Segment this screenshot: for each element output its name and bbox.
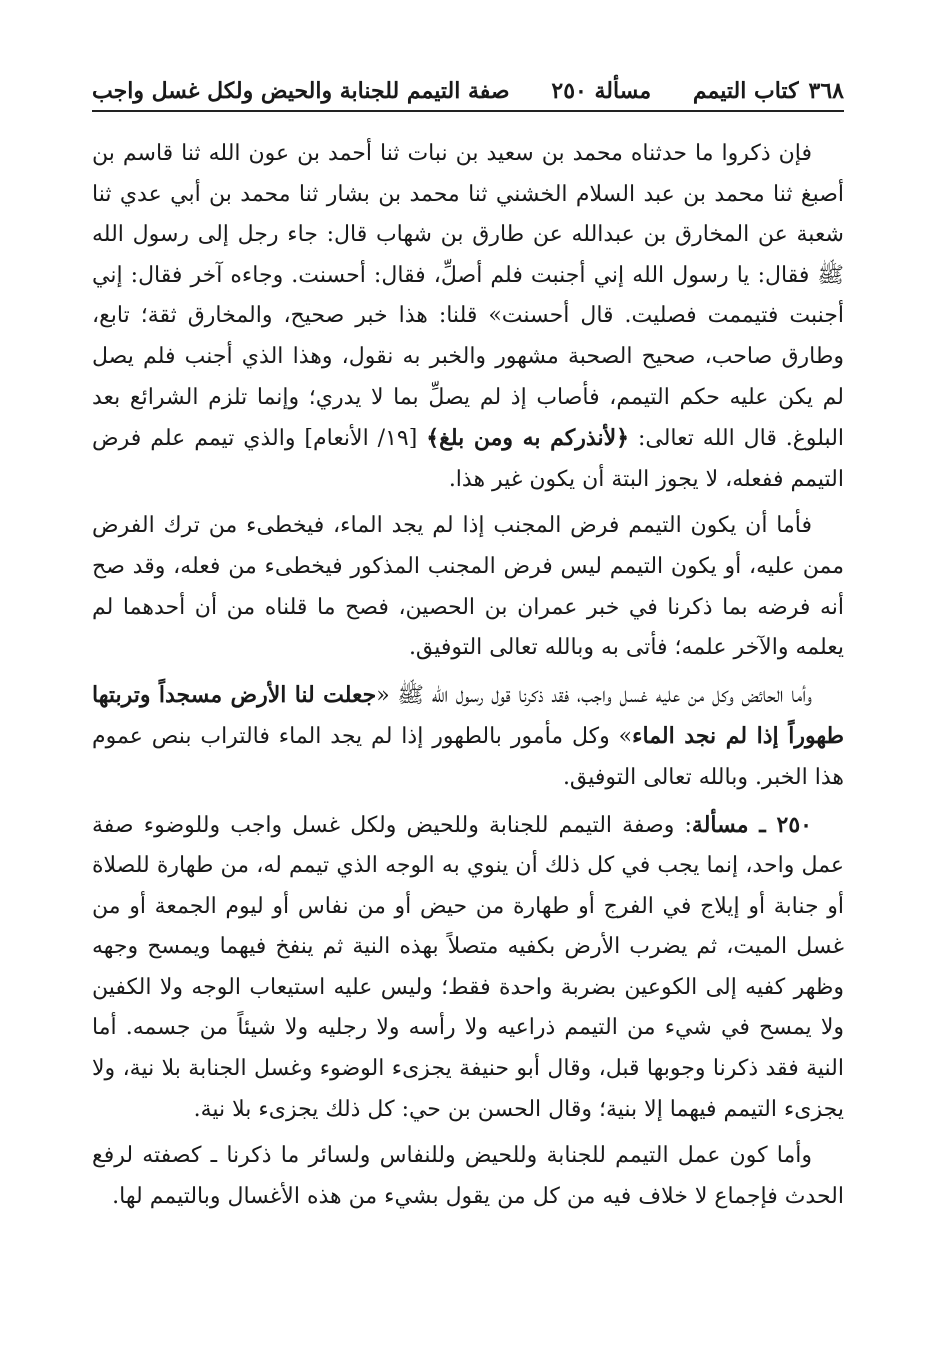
text-run: » وكل مأمور بالطهور إذا لم يجد الماء فالتراب بنص عموم هذا الخبر. وبالله تعالى التوفيق. [92,724,844,790]
book-title: كتاب التيمم [692,78,799,104]
text-run: وأما الحائض وكل من عليه غسل واجب، فقد ذكرنا قول رسول الله ﷺ « [376,682,812,708]
page-number: ٣٦٨ [808,78,844,104]
hadith-quote: جعلت لنا الأرض مسجداً وتربتها طهوراً إذا لم نجد الماء [92,681,844,750]
book-page [92,78,844,1217]
text-run: فأما أن يكون التيمم فرض المجنب إذا لم يجد الماء، فيخطىء من ترك الفرض ممن عليه، أو يكون التيمم ليس فرض المجنب المذكور فيخطىء من فعله، وقد صح أنه فرضه بما ذكرنا في خبر عمران بن الحصين، فصح ما قلناه من أن أحدهما لم يعلمه والآخر علمه؛ فأتى به وبالله تعالى التوفيق. [92,513,844,661]
text-run: [١٩/ الأنعام] والذي تيمم علم فرض التيمم ففعله، لا يجوز البتة أن يكون غير هذا. [92,426,844,492]
paragraph-3 [92,675,844,799]
header-right [693,78,844,104]
paragraph-5 [92,1136,844,1217]
quran-verse: ﴿لأنذركم به ومن بلغ﴾ [426,425,630,452]
issue-heading: ٢٥٠ ـ مسألة [691,811,812,838]
paragraph-1 [92,134,844,500]
text-run: : وصفة التيمم للجنابة وللحيض ولكل غسل واجب وللوضوء صفة عمل واحد، إنما يجب في كل ذلك أن ينوي به الوجه الذي تيمم له، من طهارة للصلاة أو جنابة أو إيلاج في الفرج أو طهارة من حيض أو من نفاس أو ليوم الجمعة أو من غسل الميت، ثم يضرب الأرض بكفيه متصلاً بهذه النية ثم ينفخ فيهما ويمسح وجهه وظهر كفيه إلى الكوعين بضربة واحدة فقط؛ وليس عليه استيعاب الوجه ولا الكفين ولا يمسح في شيء من التيمم ذراعيه ولا رأسه ولا رجليه ولا شيئاً من جسمه. أما النية فقد ذكرنا وجوبها قبل، وقال أبو حنيفة يجزىء الوضوء وغسل الجنابة بلا نية، ولا يجزىء التيمم فيهما إلا بنية؛ وقال الحسن بن حي: كل ذلك يجزىء بلا نية. [92,812,844,1122]
text-run: وأما كون عمل التيمم للجنابة وللحيض وللنفاس ولسائر ما ذكرنا ـ كصفته لرفع الحدث فإجماع لا خلاف فيه من كل من يقول بشيء من هذه الأغسال وبالتيمم لها. [92,1143,844,1209]
running-header [92,78,844,112]
text-run: فإن ذكروا ما حدثناه محمد بن سعيد بن نبات ثنا أحمد بن عون الله ثنا قاسم بن أصبغ ثنا محمد بن عبد السلام الخشني ثنا محمد بن بشار ثنا محمد بن أبي عدي ثنا شعبة عن المخارق بن عبدالله عن طارق بن شهاب قال: جاء رجل إلى رسول الله ﷺ فقال: يا رسول الله إني أجنبت فلم أصلِّ، فقال: أحسنت. وجاءه آخر فقال: إني أجنبت فتيممت فصليت. قال أحسنت» قلنا: هذا خبر صحيح، والمخارق ثقة؛ تابع، وطارق صاحب، صحيح الصحبة مشهور والخبر به نقول، وهذا الذي أجنب فلم يصل لم يكن عليه حكم التيمم، فأصاب إذ لم يصلِّ بما لا يدري؛ وإنما تلزم الشرائع بعد البلوغ. قال الله تعالى: [92,141,845,452]
paragraph-4 [92,805,844,1131]
body-text [92,134,844,1217]
issue-title: صفة التيمم للجنابة والحيض ولكل غسل واجب [92,78,510,104]
issue-number: مسألة ٢٥٠ [551,78,652,104]
paragraph-2 [92,506,844,668]
